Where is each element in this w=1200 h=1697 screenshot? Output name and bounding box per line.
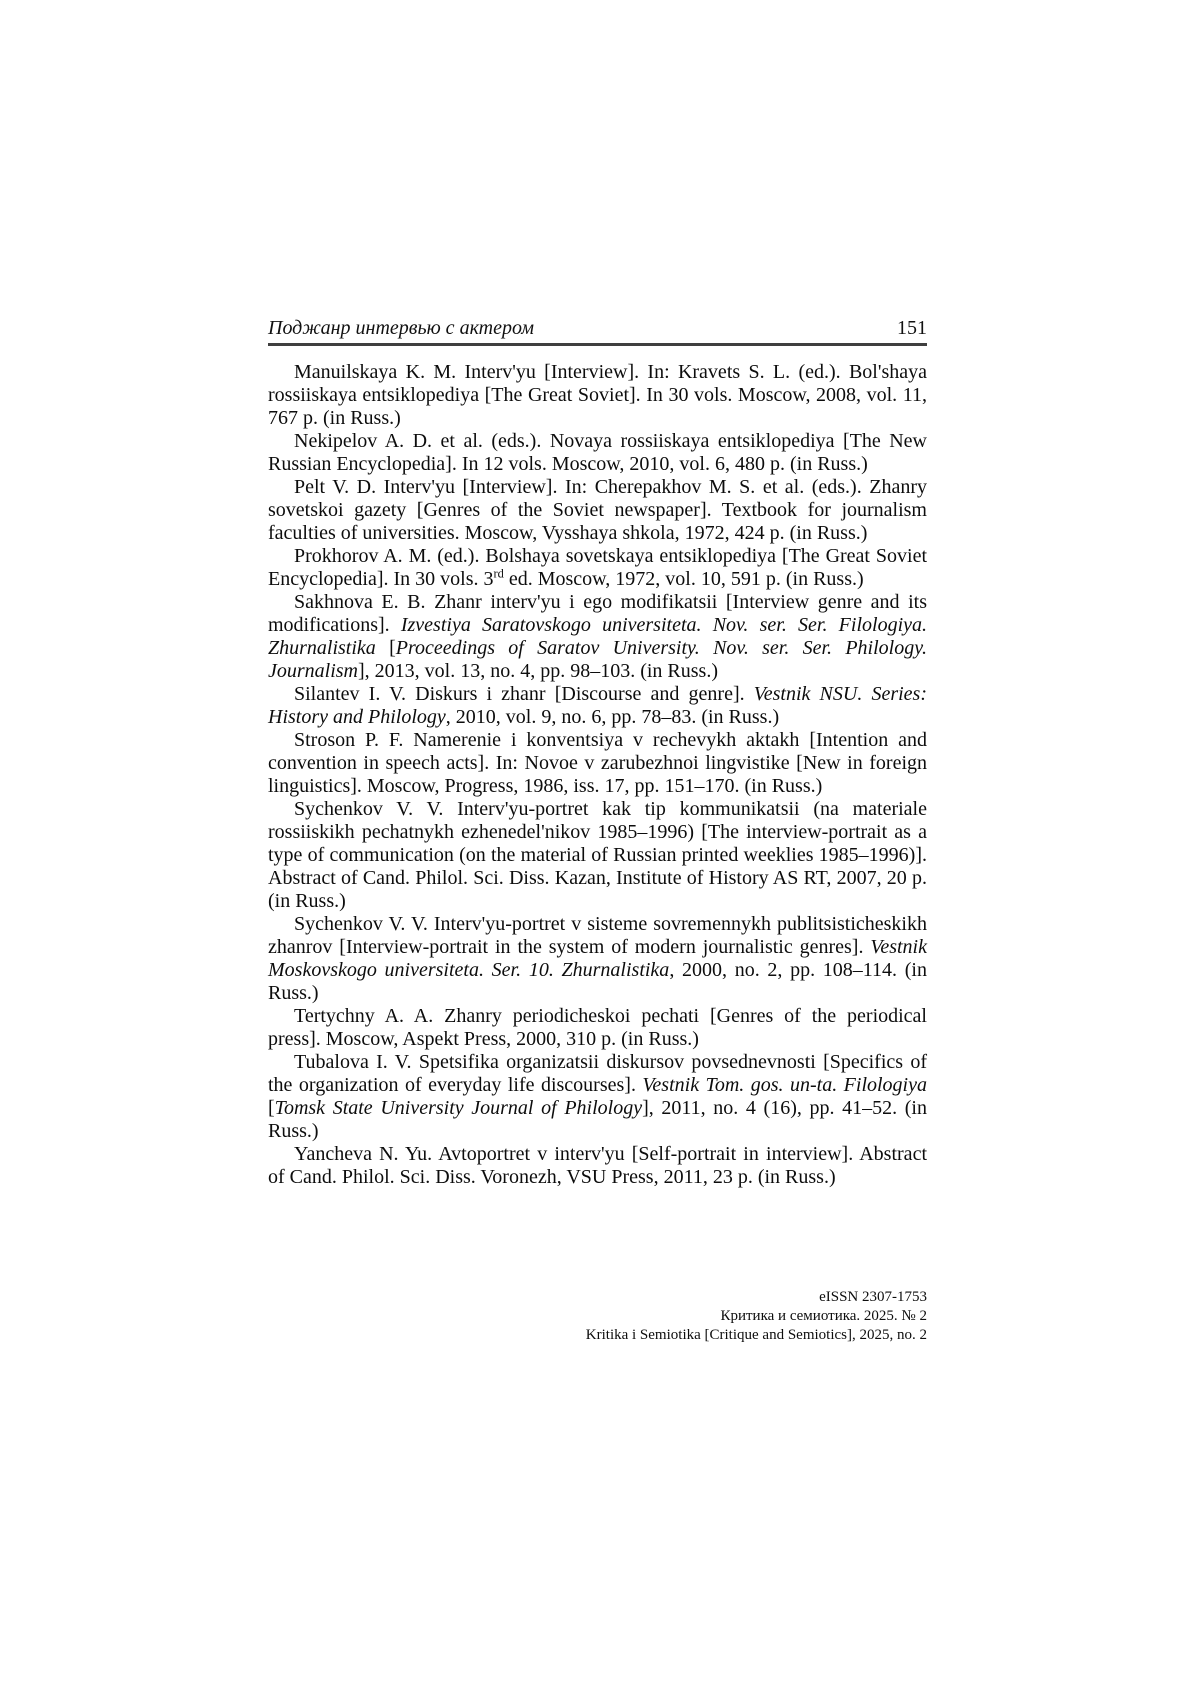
reference-italic-segment: Proceedings of Saratov University. Nov. ser. Ser. Philology. Journalism xyxy=(268,637,927,682)
reference-entry xyxy=(268,545,927,591)
reference-text-segment: Silantev I. V. Diskurs i zhanr [Discourse and genre]. xyxy=(294,683,754,705)
reference-text-segment: ], 2013, vol. 13, no. 4, pp. 98–103. (in Russ.) xyxy=(358,660,718,682)
page-number: 151 xyxy=(897,317,927,339)
reference-text-segment: Tubalova I. V. Spetsifika organizatsii diskursov povsednevnosti [Specifics of the organization of everyday life discourses]. xyxy=(268,1051,927,1096)
reference-text-segment: Stroson P. F. Namerenie i konventsiya v rechevykh aktakh [Intention and convention in speech acts]. In: Novoe v zarubezhnoi lingvistike [New in foreign linguistics]. Moscow, Progress, 1986, iss. 17, pp. 151–170. (in Russ.) xyxy=(268,729,927,797)
reference-text-segment: Sakhnova E. B. Zhanr interv'yu i ego modifikatsii [Interview genre and its modifications]. xyxy=(268,591,927,636)
reference-italic-segment: Izvestiya Saratovskogo universiteta. Nov. ser. Ser. Filologiya. Zhurnalistika xyxy=(268,614,928,659)
reference-entry xyxy=(268,430,927,476)
page-content xyxy=(268,316,927,1189)
reference-italic-segment: Vestnik Moskovskogo universiteta. Ser. 10. Zhurnalistika xyxy=(268,936,927,981)
reference-text-segment: [ xyxy=(375,637,396,659)
reference-italic-segment: Vestnik Tom. gos. un-ta. Filologiya xyxy=(642,1074,927,1096)
reference-text-segment: Sychenkov V. V. Interv'yu-portret kak tip kommunikatsii (na materiale rossiiskikh pechatnykh ezhenedel'nikov 1985–1996) [The interview-portrait as a type of communication (on the material of Russian printed weeklies 1985–1996)]. Abstract of Cand. Philol. Sci. Diss. Kazan, Institute of History AS RT, 2007, 20 p. (in Russ.) xyxy=(268,798,927,912)
footer-line: eISSN 2307-1753 xyxy=(819,1289,927,1305)
reference-text-segment: [ xyxy=(268,1097,275,1119)
reference-text-segment: ed. Moscow, 1972, vol. 10, 591 p. (in Russ.) xyxy=(503,568,864,590)
reference-entry xyxy=(268,591,927,683)
reference-text-segment: Yancheva N. Yu. Avtoportret v interv'yu [Self-portrait in interview]. Abstract of Cand. Philol. Sci. Diss. Voronezh, VSU Press, 2011, 23 p. (in Russ.) xyxy=(268,1143,927,1188)
reference-entry xyxy=(268,913,927,1005)
reference-text-segment: Sychenkov V. V. Interv'yu-portret v sisteme sovremennykh publitsisticheskikh zhanrov [Interview-portrait in the system of modern journalistic genres]. xyxy=(268,913,927,958)
running-head-title: Поджанр интервью с актером xyxy=(268,317,534,339)
reference-text-segment: , 2010, vol. 9, no. 6, pp. 78–83. (in Russ.) xyxy=(445,706,780,728)
reference-italic-segment: Vestnik NSU. Series: History and Philology xyxy=(268,683,927,728)
reference-text-segment: ], 2011, no. 4 (16), pp. 41–52. (in Russ.) xyxy=(268,1097,927,1142)
reference-text-segment: Tertychny A. A. Zhanry periodicheskoi pechati [Genres of the periodical press]. Moscow, Aspekt Press, 2000, 310 p. (in Russ.) xyxy=(268,1005,927,1050)
reference-entry xyxy=(268,1143,927,1189)
reference-italic-segment: Tomsk State University Journal of Philology xyxy=(274,1097,643,1119)
reference-entry xyxy=(268,729,927,798)
reference-entry xyxy=(268,1005,927,1051)
journal-footer xyxy=(268,1288,927,1345)
footer-line: Критика и семиотика. 2025. № 2 xyxy=(720,1308,927,1324)
reference-text-segment: Pelt V. D. Interv'yu [Interview]. In: Cherepakhov M. S. et al. (eds.). Zhanry sovetskoi gazety [Genres of the Soviet newspaper]. Textbook for journalism faculties of universities. Moscow, Vysshaya shkola, 1972, 424 p. (in Russ.) xyxy=(268,476,927,544)
reference-entry xyxy=(268,1051,927,1143)
reference-entry xyxy=(268,798,927,913)
references-list xyxy=(268,361,927,1189)
reference-entry xyxy=(268,476,927,545)
reference-entry xyxy=(268,361,927,430)
reference-text-segment: , 2000, no. 2, pp. 108–114. (in Russ.) xyxy=(268,959,927,1004)
reference-text-segment: Prokhorov A. M. (ed.). Bolshaya sovetskaya entsiklopediya [The Great Soviet Encyclopedia]. In 30 vols. 3 xyxy=(268,545,927,590)
footer-line: Kritika i Semiotika [Critique and Semiotics], 2025, no. 2 xyxy=(585,1327,927,1343)
reference-superscript: rd xyxy=(493,566,504,581)
reference-text-segment: Nekipelov A. D. et al. (eds.). Novaya rossiiskaya entsiklopediya [The New Russian Encyclopedia]. In 12 vols. Moscow, 2010, vol. 6, 480 p. (in Russ.) xyxy=(268,430,927,475)
reference-entry xyxy=(268,683,927,729)
running-header xyxy=(268,316,927,346)
reference-text-segment: Manuilskaya K. M. Interv'yu [Interview]. In: Kravets S. L. (ed.). Bol'shaya rossiiskaya entsiklopediya [The Great Soviet]. In 30 vols. Moscow, 2008, vol. 11, 767 p. (in Russ.) xyxy=(268,361,927,429)
